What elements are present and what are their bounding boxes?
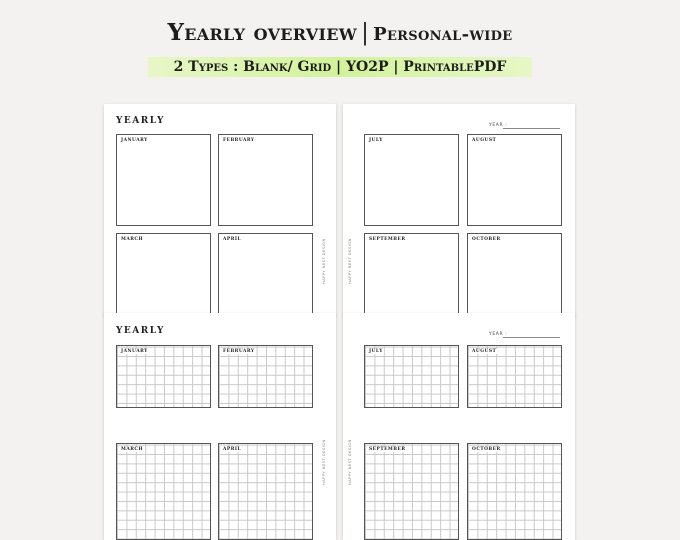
page-title: YEARLY [116, 326, 165, 336]
month-label: AUGUST [472, 349, 497, 354]
month-label: AUGUST [472, 138, 497, 143]
month-label: OCTOBER [472, 237, 501, 242]
month-box-july [364, 345, 459, 408]
month-label: APRIL [223, 447, 241, 452]
page-title: YEARLY [116, 116, 165, 126]
title-sub: Personal-wide [373, 24, 513, 45]
month-label: JULY [369, 349, 383, 354]
month-label: APRIL [223, 237, 241, 242]
year-line [503, 128, 560, 129]
page-grid-right [343, 313, 575, 540]
title-separator: | [361, 20, 370, 46]
month-label: JANUARY [121, 138, 148, 143]
month-box-march [116, 443, 211, 540]
subtitle-text: 2 Types : Blank/ Grid | YO2P | PrintablePDF [173, 59, 507, 75]
title-main: Yearly overview [167, 19, 358, 46]
month-box-july [364, 134, 459, 226]
brand-mark: HAPPY NEST DESIGN [348, 439, 352, 485]
year-label: YEAR : [489, 123, 508, 128]
month-box-october [467, 233, 562, 316]
brand-mark: HAPPY NEST DESIGN [348, 238, 352, 284]
brand-mark: HAPPY NEST DESIGN [322, 439, 326, 485]
month-box-april [218, 233, 313, 316]
month-label: JULY [369, 138, 383, 143]
month-box-april [218, 443, 313, 540]
month-label: SEPTEMBER [369, 447, 406, 452]
month-box-january [116, 345, 211, 408]
month-box-march [116, 233, 211, 316]
month-label: SEPTEMBER [369, 237, 406, 242]
month-box-october [467, 443, 562, 540]
month-box-august [467, 345, 562, 408]
month-label: OCTOBER [472, 447, 501, 452]
month-box-september [364, 443, 459, 540]
month-label: MARCH [121, 237, 144, 242]
month-label: JANUARY [121, 349, 148, 354]
month-label: FEBRUARY [223, 349, 255, 354]
page-blank-right [343, 104, 575, 316]
month-box-september [364, 233, 459, 316]
page-grid-left [104, 313, 336, 540]
page-blank-left [104, 104, 336, 316]
month-box-august [467, 134, 562, 226]
subtitle-banner [148, 57, 532, 77]
brand-mark: HAPPY NEST DESIGN [322, 238, 326, 284]
year-line [503, 337, 560, 338]
month-box-february [218, 134, 313, 226]
month-box-january [116, 134, 211, 226]
year-label: YEAR : [489, 332, 508, 337]
month-label: MARCH [121, 447, 144, 452]
month-label: FEBRUARY [223, 138, 255, 143]
product-title [0, 19, 680, 46]
month-box-february [218, 345, 313, 408]
